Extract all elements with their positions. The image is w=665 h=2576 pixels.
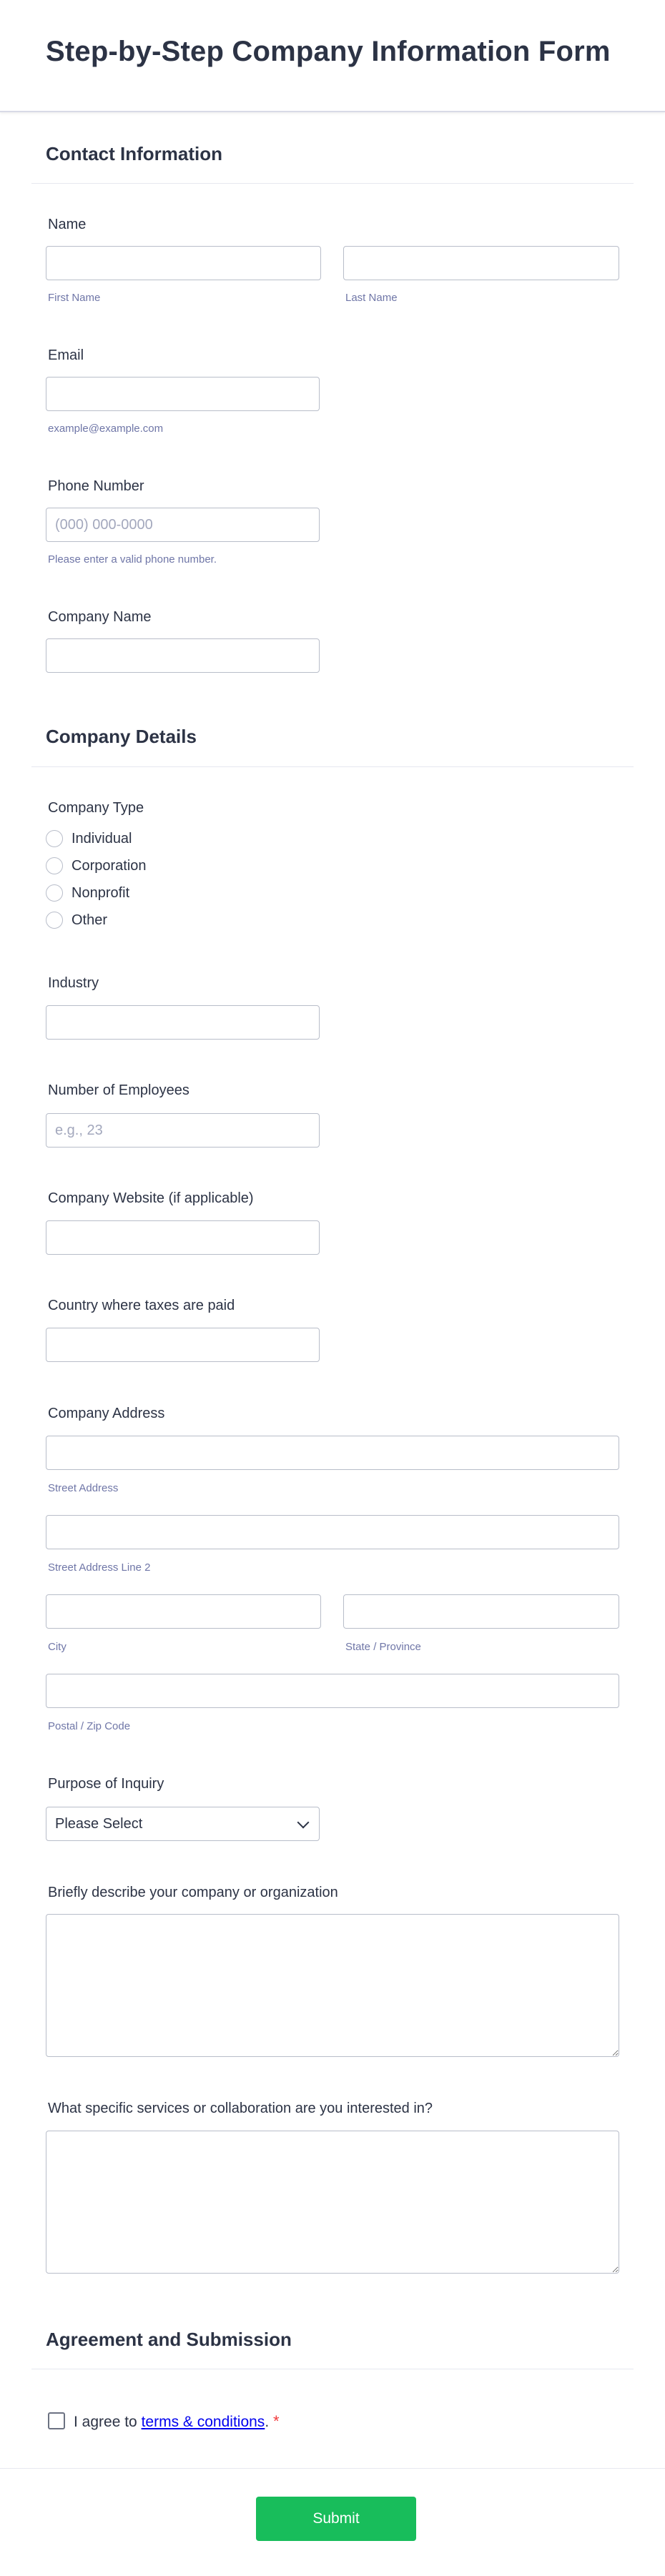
- email-label: Email: [48, 347, 84, 363]
- agree-prefix: I agree to: [74, 2414, 142, 2430]
- email-input[interactable]: [46, 377, 320, 411]
- employees-label: Number of Employees: [48, 1082, 189, 1098]
- radio-option-corporation[interactable]: [46, 855, 147, 877]
- street-address-sublabel: Street Address: [48, 1482, 119, 1494]
- website-input[interactable]: [46, 1220, 320, 1255]
- inquiry-select[interactable]: [46, 1807, 320, 1841]
- industry-label: Industry: [48, 975, 99, 991]
- terms-link[interactable]: terms & conditions: [141, 2414, 265, 2430]
- radio-button[interactable]: [46, 857, 63, 874]
- phone-sublabel: Please enter a valid phone number.: [48, 553, 217, 566]
- radio-option-individual[interactable]: [46, 828, 132, 849]
- terms-agreement-text: [74, 2412, 280, 2431]
- radio-label: Corporation: [72, 857, 147, 874]
- postal-code-sublabel: Postal / Zip Code: [48, 1720, 131, 1732]
- inquiry-label: Purpose of Inquiry: [48, 1776, 164, 1792]
- agree-suffix: .: [265, 2414, 270, 2430]
- services-textarea[interactable]: [46, 2131, 619, 2274]
- tax-country-label: Country where taxes are paid: [48, 1298, 235, 1313]
- email-sublabel: example@example.com: [48, 423, 164, 435]
- address-label: Company Address: [48, 1406, 165, 1421]
- section-divider: [31, 766, 634, 767]
- describe-textarea[interactable]: [46, 1914, 619, 2057]
- required-mark: *: [273, 2412, 280, 2430]
- chevron-down-icon: [297, 1816, 310, 1828]
- website-label: Company Website (if applicable): [48, 1190, 254, 1206]
- agreement-section-title: Agreement and Submission: [46, 2329, 292, 2350]
- city-input[interactable]: [46, 1594, 321, 1629]
- describe-label: Briefly describe your company or organization: [48, 1885, 338, 1900]
- radio-button[interactable]: [46, 830, 63, 847]
- details-section-title: Company Details: [46, 726, 197, 747]
- terms-checkbox[interactable]: [48, 2412, 65, 2429]
- last-name-sublabel: Last Name: [345, 292, 398, 304]
- street-address-2-sublabel: Street Address Line 2: [48, 1561, 151, 1574]
- street-address-2-input[interactable]: [46, 1515, 619, 1549]
- radio-option-other[interactable]: [46, 909, 107, 931]
- radio-label: Other: [72, 912, 108, 928]
- company-name-label: Company Name: [48, 609, 152, 625]
- industry-input[interactable]: [46, 1005, 320, 1040]
- state-input[interactable]: [343, 1594, 619, 1629]
- city-sublabel: City: [48, 1641, 66, 1653]
- street-address-input[interactable]: [46, 1436, 619, 1470]
- employees-input[interactable]: [46, 1113, 320, 1148]
- services-label: What specific services or collaboration are you interested in?: [48, 2101, 433, 2116]
- radio-button[interactable]: [46, 912, 63, 929]
- tax-country-input[interactable]: [46, 1328, 320, 1362]
- radio-button[interactable]: [46, 884, 63, 902]
- postal-code-input[interactable]: [46, 1674, 619, 1708]
- phone-input[interactable]: [46, 508, 320, 542]
- section-divider: [31, 183, 634, 184]
- submit-button[interactable]: Submit: [256, 2497, 416, 2541]
- form-title: Step-by-Step Company Information Form: [46, 36, 611, 67]
- first-name-input[interactable]: [46, 246, 321, 280]
- state-sublabel: State / Province: [345, 1641, 421, 1653]
- contact-section-title: Contact Information: [46, 143, 222, 164]
- last-name-input[interactable]: [343, 246, 619, 280]
- radio-label: Nonprofit: [72, 884, 130, 901]
- company-type-label: Company Type: [48, 800, 144, 816]
- radio-label: Individual: [72, 830, 132, 847]
- name-label: Name: [48, 217, 87, 232]
- first-name-sublabel: First Name: [48, 292, 101, 304]
- inquiry-select-value: Please Select: [55, 1815, 143, 1832]
- footer-divider: [0, 2468, 665, 2469]
- company-name-input[interactable]: [46, 638, 320, 673]
- radio-option-nonprofit[interactable]: [46, 882, 129, 904]
- phone-label: Phone Number: [48, 478, 144, 494]
